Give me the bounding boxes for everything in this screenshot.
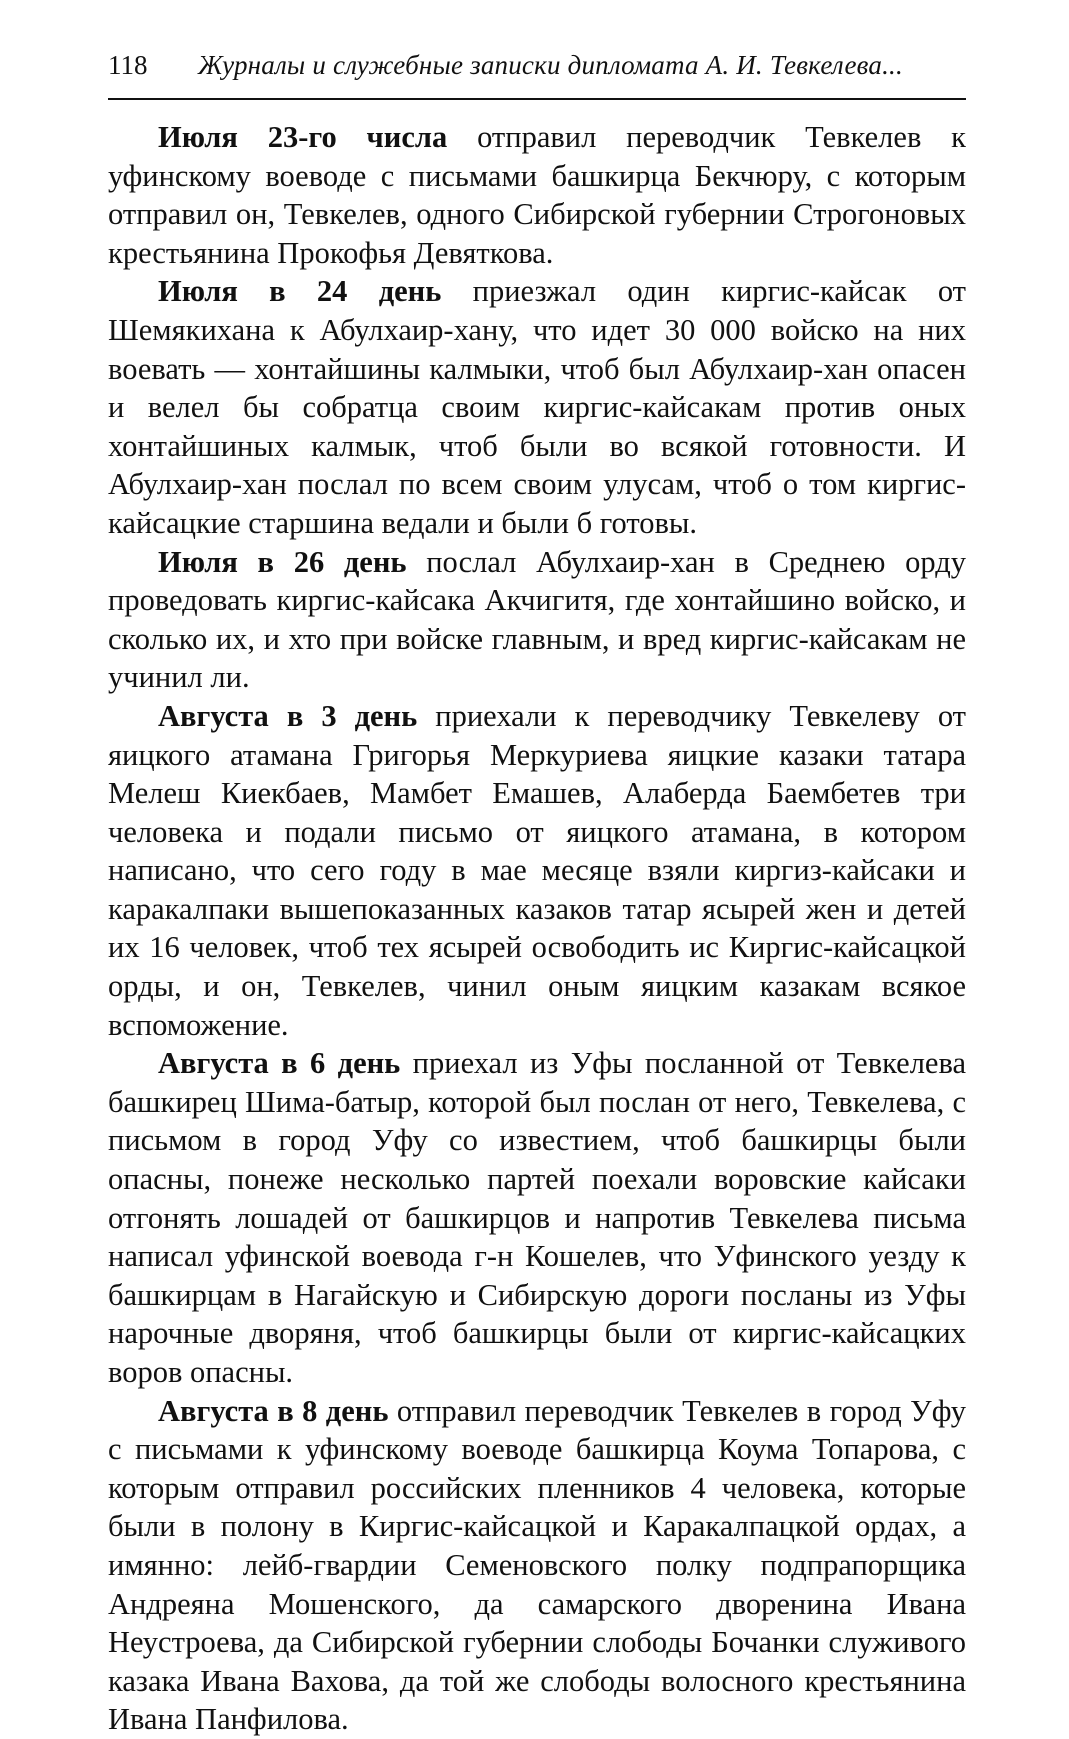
journal-entry (108, 543, 966, 697)
journal-entry (108, 118, 966, 272)
running-title: Журналы и служебные записки дипломата А. И. Тевкелева... (198, 50, 903, 80)
journal-entry (108, 272, 966, 542)
entry-date: Августа в 3 день (158, 698, 418, 733)
book-page (108, 50, 966, 1739)
entry-text: приехал из Уфы посланной от Тевкелева башкирец Шима-батыр, которой был послан от него, Тевкелева, с письмом в город Уфу со известием, чтоб башкирцы были опасны, понеже несколько партей поехали воровские кайсаки отгонять лошадей от башкирцов и напротив Тевкелева письма написал уфинской воевода г-н Кошелев, что Уфинского уезду к башкирцам в Нагайскую и Сибирскую дороги посланы из Уфы нарочные дворяня, чтоб башкирцы были от киргис-кайсацких воров опасны. (108, 1046, 966, 1389)
journal-entry (108, 1392, 966, 1739)
journal-entry (108, 1044, 966, 1391)
header-rule (108, 98, 966, 100)
body-text (108, 118, 966, 1739)
entry-text: отправил переводчик Тевкелев в город Уфу с письмами к уфинскому воеводе башкирца Коума Топарова, с которым отправил российских пленников 4 человека, которые были в полону в Киргис-кайсацкой и Каракалпацкой ордах, а имянно: лейб-гвардии Семеновского полку подпрапорщика Андреяна Мошенского, да самарского дворенина Ивана Неустроева, да Сибирской губернии слободы Бочанки служивого казака Ивана Вахова, да той же слободы волосного крестьянина Ивана Панфилова. (108, 1393, 966, 1737)
entry-date: Июля 23-го числа (158, 120, 448, 154)
entry-text: приезжал один киргис-кайсак от Шемякихана к Абулхаир-хану, что идет 30 000 войско на них воевать — хонтайшины калмыки, чтоб был Абулхаир-хан опасен и велел бы собратца своим киргис-кайсакам против оных хонтайшиных калмык, чтоб были во всякой готовности. И Абулхаир-хан послал по всем своим улусам, чтоб о том киргис-кайсацкие старшина ведали и были б готовы. (108, 274, 966, 540)
entry-date: Августа в 8 день (158, 1393, 389, 1428)
journal-entry (108, 697, 966, 1044)
entry-text: отправил переводчик Тевкелев к уфинскому воеводе с письмами башкирца Бекчюру, с которым отправил он, Тевкелев, одного Сибирской губернии Строгоновых крестьянина Прокофья Девяткова. (108, 120, 966, 270)
entry-date: Июля в 26 день (158, 544, 407, 579)
running-head (108, 50, 966, 92)
entry-text: послал Абулхаир-хан в Среднею орду проведовать киргис-кайсака Акчигитя, где хонтайшино войско, и сколько их, и хто при войске главным, и вред киргис-кайсакам не учинил ли. (108, 544, 967, 695)
page-number: 118 (108, 50, 148, 80)
entry-date: Августа в 6 день (158, 1046, 401, 1081)
entry-date: Июля в 24 день (158, 274, 442, 309)
entry-text: приехали к переводчику Тевкелеву от яицкого атамана Григорья Меркуриева яицкие казаки татара Мелеш Киекбаев, Мамбет Емашев, Алаберда Баембетев три человека и подали письмо от яицкого атамана, в котором написано, что сего году в мае месяце взяли киргиз-кайсаки и каракалпаки вышепоказанных казаков татар ясырей жен и детей их 16 человек, чтоб тех ясырей освободить ис Киргис-кайсацкой орды, и он, Тевкелев, чинил оным яицким казакам всякое вспоможение. (108, 698, 966, 1042)
